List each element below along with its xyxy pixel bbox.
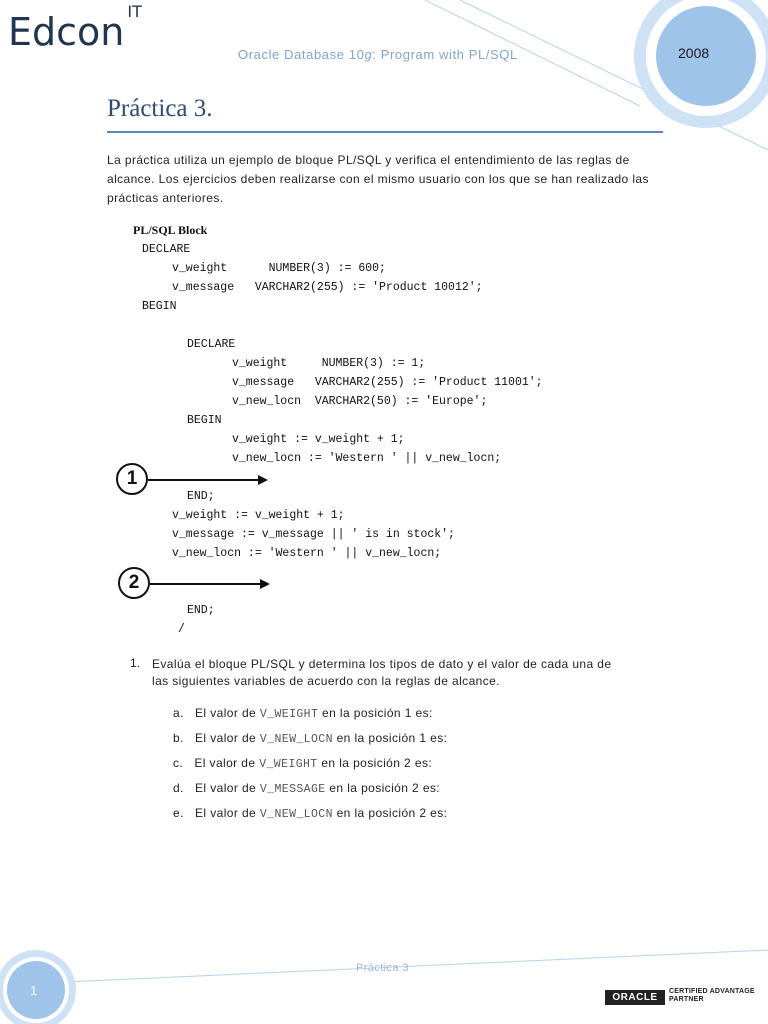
item-text: El valor de [195,731,260,745]
code-line: v_new_locn := 'Western ' || v_new_locn; [232,452,502,465]
item-variable: V_NEW_LOCN [259,733,333,746]
item-text: en la posición 1 es: [332,731,448,745]
document-subtitle [238,47,518,62]
question-text-line-2: las siguientes variables de acuerdo con la reglas de alcance. [152,674,500,688]
position-arrow-2 [150,583,260,585]
logo-superscript: IT [127,2,142,21]
code-line: / [178,623,185,636]
item-variable: V_WEIGHT [259,708,319,721]
code-block-title: PL/SQL Block [133,223,208,237]
year-badge: 2008 [678,45,710,61]
item-text: El valor de [194,756,260,770]
intro-paragraph: La práctica utiliza un ejemplo de bloque PL/SQL y verifica el entendimiento de las reglas de alcance. Los ejercicios deben realizarse con el mismo usuario con los que se han realizado las prácticas anteriores. [107,153,649,205]
item-text: en la posición 1 es: [318,706,433,720]
question-item [173,780,440,798]
page-number: 1 [30,983,38,998]
code-line: v_weight NUMBER(3) := 1; [232,357,426,370]
item-letter: d. [173,781,184,795]
subtitle-part-1: Oracle Database 10 [238,47,365,62]
question-item [173,805,447,823]
edcon-logo [8,2,142,54]
code-line: v_message VARCHAR2(255) := 'Product 10012'; [172,281,483,294]
title-divider [107,131,663,133]
code-line: v_new_locn := 'Western ' || v_new_locn; [172,547,442,560]
code-line: v_weight := v_weight + 1; [232,433,405,446]
item-variable: V_WEIGHT [259,758,318,771]
item-text: El valor de [195,706,260,720]
item-letter: a. [173,706,184,720]
partner-badge [669,988,755,1004]
item-text: en la posición 2 es: [325,781,441,795]
position-marker-2: 2 [118,567,150,599]
code-line: BEGIN [187,414,222,427]
subtitle-part-2: : Program with PL/SQL [372,47,518,62]
code-line: DECLARE [142,243,191,256]
code-line: v_new_locn VARCHAR2(50) := 'Europe'; [232,395,488,408]
item-letter: e. [173,806,184,820]
question-item [173,730,447,748]
item-letter: c. [173,756,184,770]
question-item [173,705,433,723]
code-line: v_message VARCHAR2(255) := 'Product 11001'; [232,376,543,389]
partner-line-2: PARTNER [669,996,704,1003]
item-text: El valor de [195,806,260,820]
partner-line-1: CERTIFIED ADVANTAGE [669,988,755,995]
code-line: END; [187,604,215,617]
item-letter: b. [173,731,184,745]
code-line: v_weight NUMBER(3) := 600; [172,262,386,275]
item-variable: V_NEW_LOCN [259,808,333,821]
arrow-head-icon [260,579,270,589]
code-line: DECLARE [187,338,236,351]
item-text: en la posición 2 es: [317,756,433,770]
oracle-logo: ORACLE [605,990,665,1005]
page-title: Práctica 3. [107,95,213,122]
arrow-head-icon [258,475,268,485]
item-variable: V_MESSAGE [259,783,326,796]
question-text-line-1: Evalúa el bloque PL/SQL y determina los tipos de dato y el valor de cada una de [152,657,612,671]
item-text: El valor de [195,781,260,795]
item-text: en la posición 2 es: [332,806,448,820]
question-number: 1. [130,656,141,670]
code-line: END; [187,490,215,503]
position-marker-1: 1 [116,463,148,495]
logo-text: Edcon [8,10,125,54]
code-line: v_weight := v_weight + 1; [172,509,345,522]
question-item [173,755,432,773]
position-arrow-1 [148,479,258,481]
code-line: v_message := v_message || ' is in stock'; [172,528,455,541]
footer-label: Práctica 3 [356,962,409,974]
code-line: BEGIN [142,300,177,313]
subtitle-italic: g [364,47,373,62]
